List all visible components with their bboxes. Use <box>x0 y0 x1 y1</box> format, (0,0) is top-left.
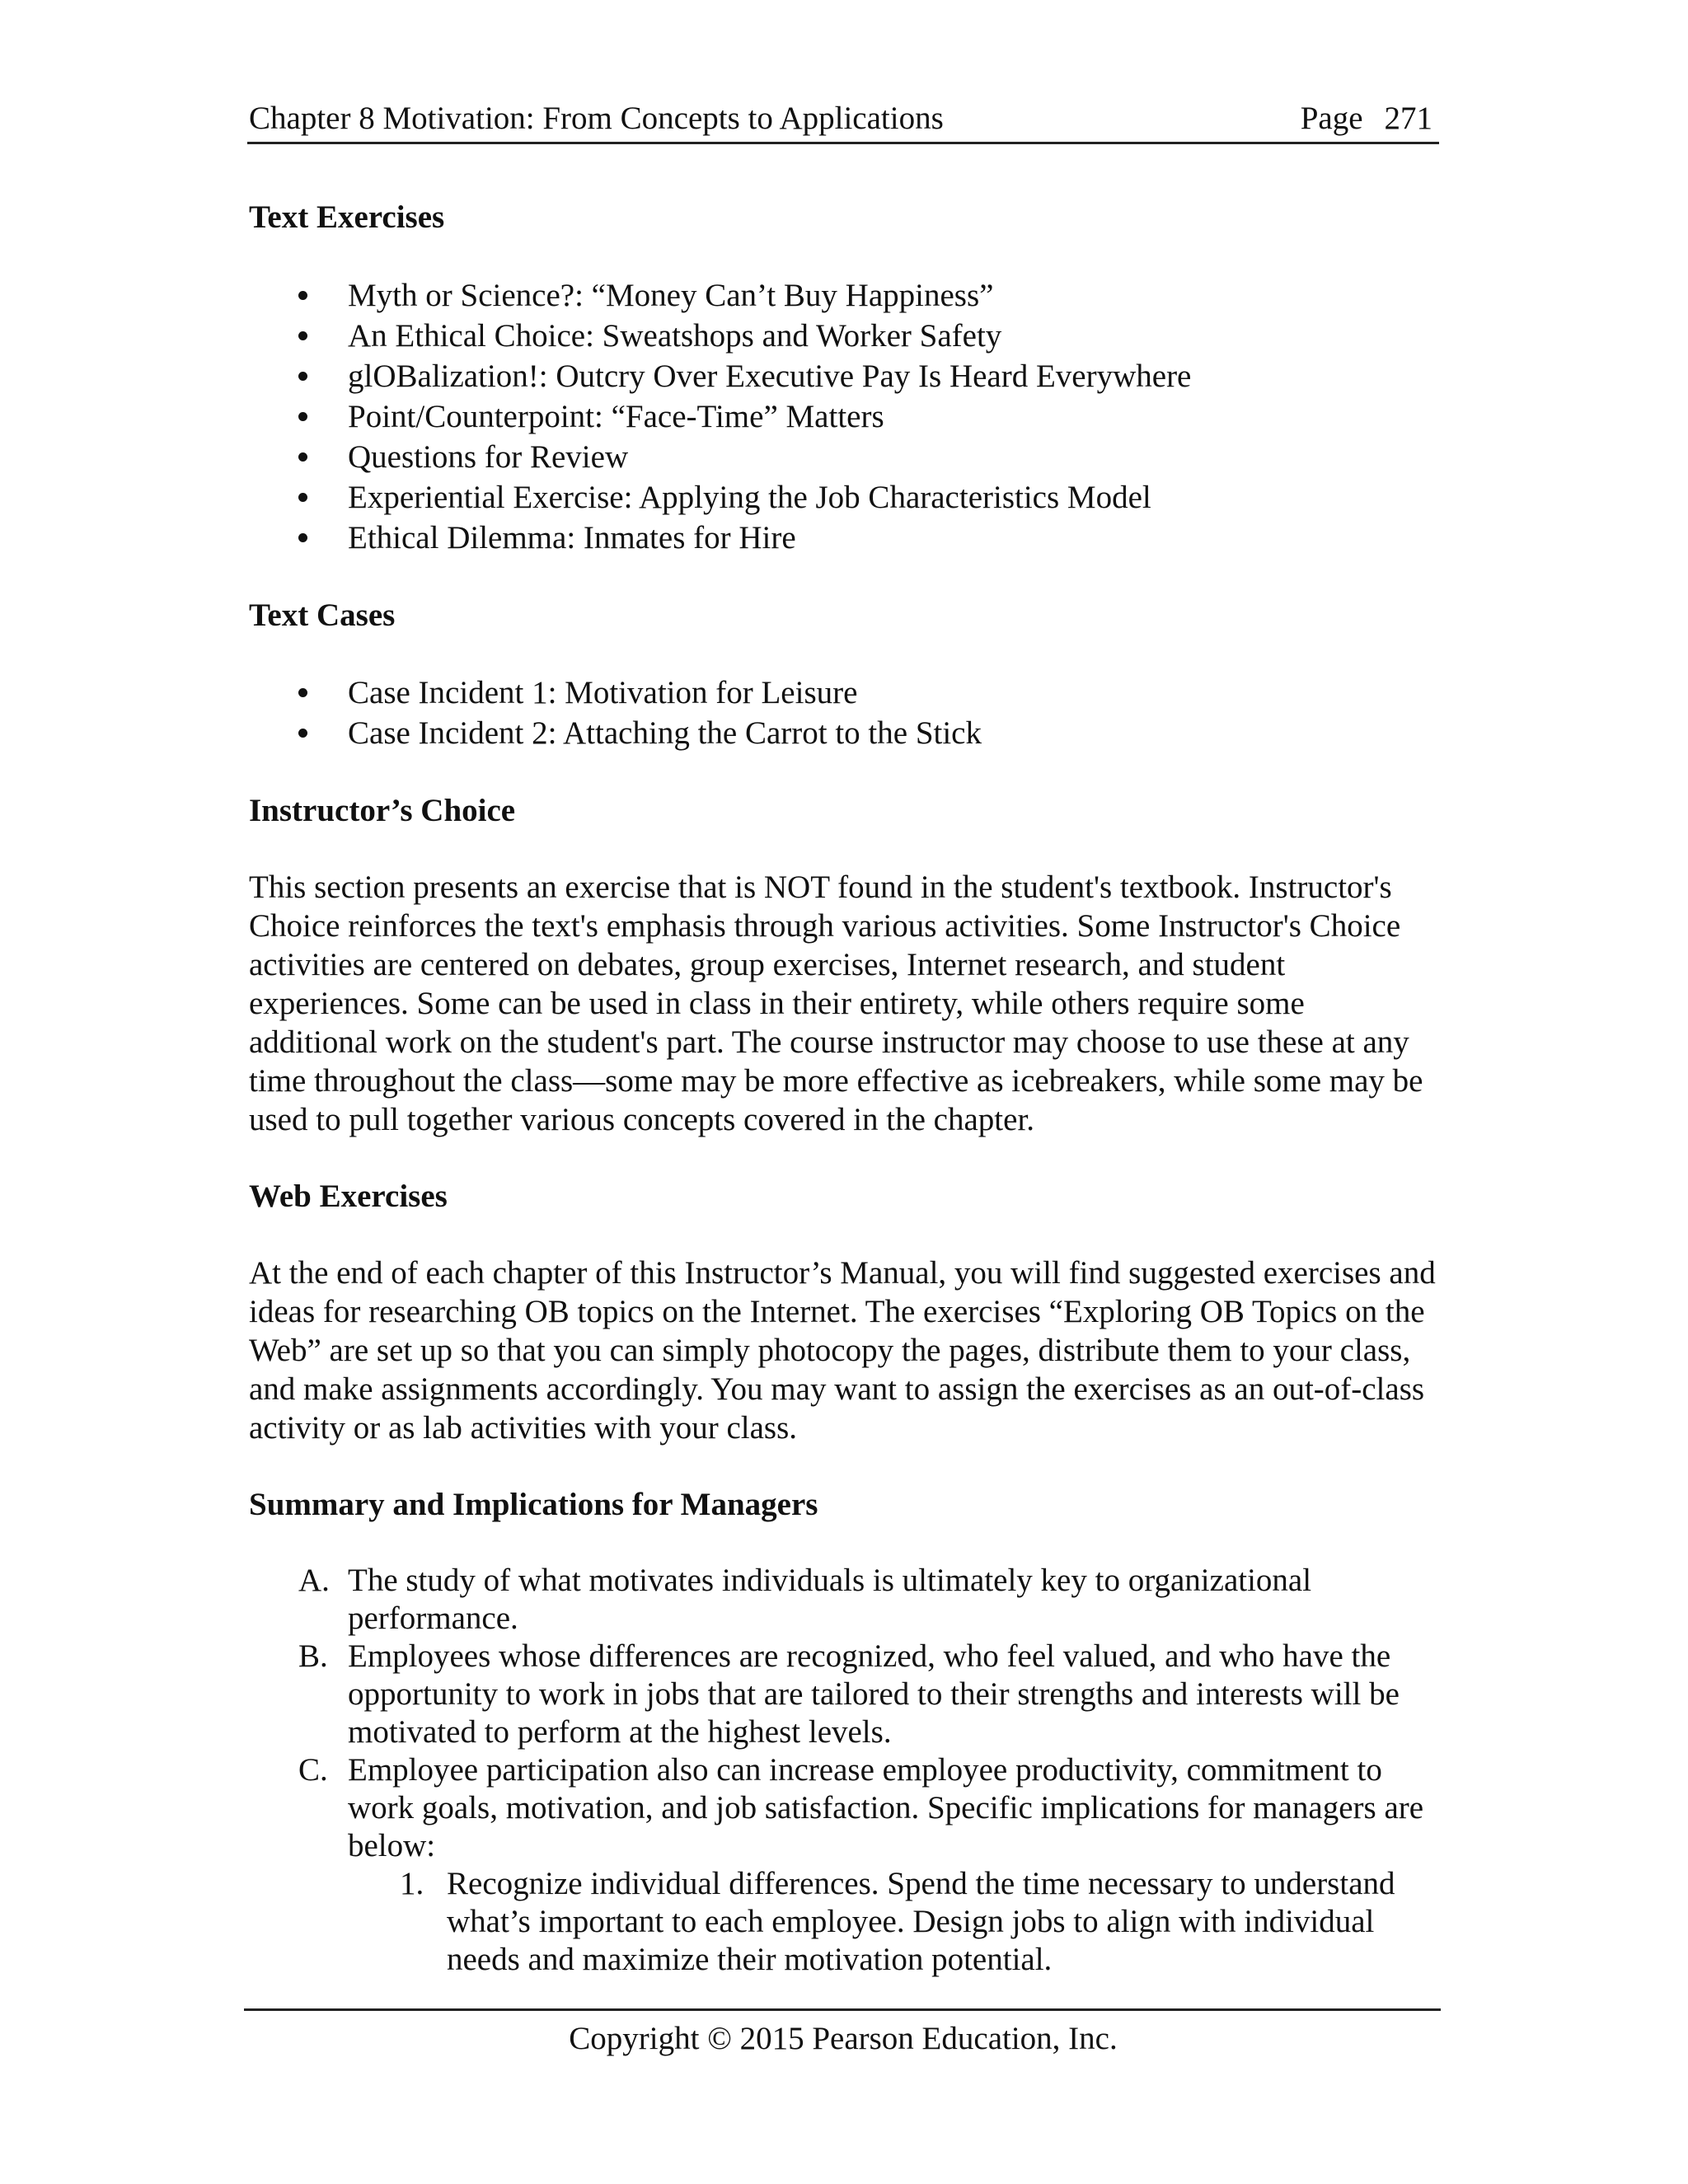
list-item <box>249 1751 1436 1979</box>
page-header <box>247 96 1439 144</box>
heading-instructors-choice: Instructor’s Choice <box>249 793 516 828</box>
list-marker: 1. <box>400 1866 424 1901</box>
copyright-text: Copyright © 2015 Pearson Education, Inc. <box>569 2021 1118 2056</box>
list-item <box>249 316 1436 356</box>
list-item-text: Recognize individual differences. Spend the time necessary to understand what’s important to each employee. Design jobs to align with individual needs and maximize their motivation potential. <box>447 1866 1395 1977</box>
bullet-icon <box>298 412 307 421</box>
bullet-icon <box>298 688 307 697</box>
list-item-text: An Ethical Choice: Sweatshops and Worker Safety <box>348 318 1002 354</box>
list-item <box>249 275 1436 316</box>
page-label: Page <box>1300 101 1363 136</box>
list-marker: A. <box>298 1563 330 1598</box>
list-item <box>249 518 1436 558</box>
instructors-choice-paragraph: This section presents an exercise that is NOT found in the student's textbook. Instructor's Choice reinforces the text's emphasis through various activities. Some Instructor's Choice activities are centered on debates, group exercises, Internet research, and student experiences. Some can be used in class in their entirety, while others require some additional work on the student's part. The course instructor may choose to use these at any time throughout the class—some may be more effective as icebreakers, while some may be used to pull together various concepts covered in the chapter. <box>249 869 1423 1137</box>
list-item <box>249 477 1436 518</box>
summary-list <box>249 1562 1436 1979</box>
list-item-text: Questions for Review <box>348 439 629 475</box>
text-cases-list <box>249 673 1436 753</box>
list-item-text: Employee participation also can increase employee productivity, commitment to work goals, motivation, and job satisfaction. Specific implications for managers are below: <box>348 1752 1424 1863</box>
page-number: 271 <box>1384 101 1432 136</box>
heading-web-exercises: Web Exercises <box>249 1179 448 1214</box>
list-item-text: Ethical Dilemma: Inmates for Hire <box>348 520 796 555</box>
list-item-text: Experiential Exercise: Applying the Job Characteristics Model <box>348 480 1151 515</box>
heading-text-cases: Text Cases <box>249 598 396 633</box>
list-item-text: Point/Counterpoint: “Face-Time” Matters <box>348 399 884 434</box>
bullet-icon <box>298 452 307 462</box>
footer-divider <box>244 2008 1441 2011</box>
heading-summary: Summary and Implications for Managers <box>249 1487 818 1522</box>
bullet-icon <box>298 372 307 381</box>
list-item-text: The study of what motivates individuals is ultimately key to organizational performance. <box>348 1563 1312 1636</box>
list-marker: B. <box>298 1638 328 1674</box>
list-item-text: glOBalization!: Outcry Over Executive Pay Is Heard Everywhere <box>348 359 1192 394</box>
list-item <box>249 713 1436 753</box>
list-item <box>249 1638 1436 1751</box>
list-item <box>249 396 1436 437</box>
text-exercises-list <box>249 275 1436 558</box>
list-item <box>249 1562 1436 1638</box>
page-content <box>249 198 1436 1979</box>
bullet-icon <box>298 729 307 738</box>
bullet-icon <box>298 493 307 502</box>
bullet-icon <box>298 331 307 340</box>
page-number-block <box>1301 96 1432 142</box>
list-item-text: Case Incident 2: Attaching the Carrot to the Stick <box>348 715 982 751</box>
list-item <box>348 1865 1436 1979</box>
list-item <box>249 437 1436 477</box>
bullet-icon <box>298 533 307 542</box>
list-item-text: Case Incident 1: Motivation for Leisure <box>348 675 858 710</box>
page-footer <box>247 2016 1439 2062</box>
list-item <box>249 673 1436 713</box>
list-item-text: Myth or Science?: “Money Can’t Buy Happiness” <box>348 278 994 313</box>
list-marker: C. <box>298 1752 328 1788</box>
heading-text-exercises: Text Exercises <box>249 199 445 235</box>
list-item-text: Employees whose differences are recognized, who feel valued, and who have the opportunity to work in jobs that are tailored to their strengths and interests will be motivated to perform at the highest levels. <box>348 1638 1400 1750</box>
summary-sublist <box>348 1865 1436 1979</box>
list-item <box>249 356 1436 396</box>
bullet-icon <box>298 291 307 300</box>
web-exercises-paragraph: At the end of each chapter of this Instructor’s Manual, you will find suggested exercises and ideas for researching OB topics on the Internet. The exercises “Exploring OB Topics on the Web” are set up so that you can simply photocopy the pages, distribute them to your class, and make assignments accordingly. You may want to assign the exercises as an out-of-class activity or as lab activities with your class. <box>249 1255 1436 1446</box>
chapter-title: Chapter 8 Motivation: From Concepts to Applications <box>249 101 944 136</box>
